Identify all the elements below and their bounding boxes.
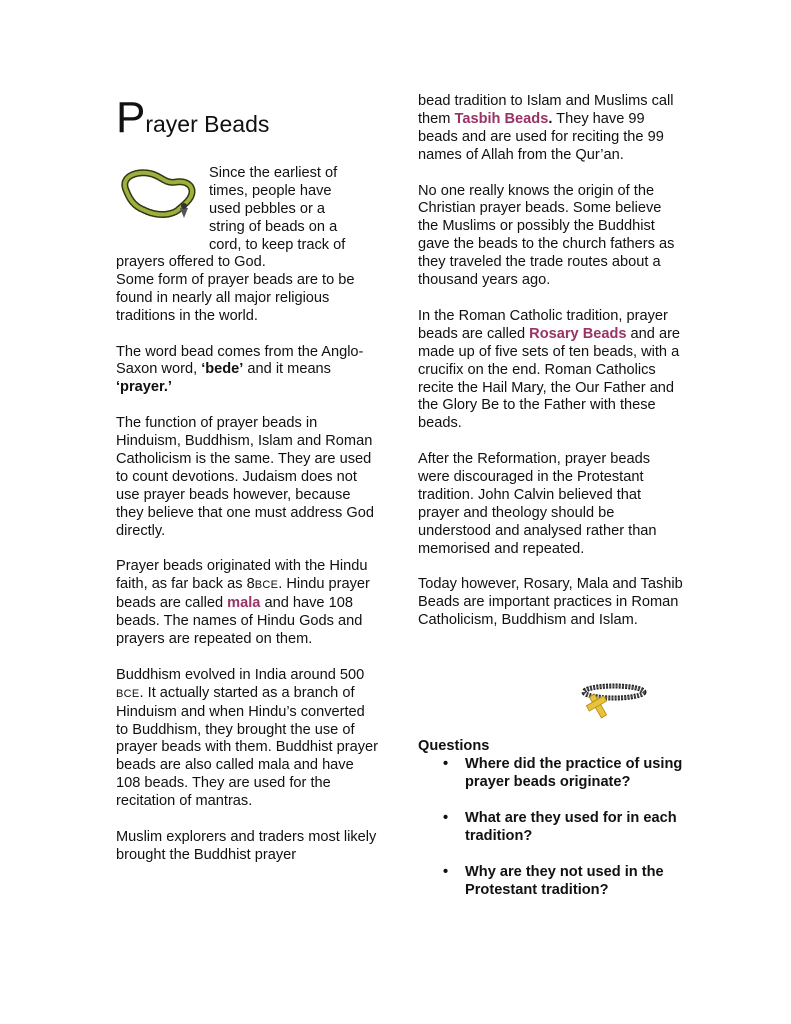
- paragraph-today: Today however, Rosary, Mala and Tashib Beads are important practices in Roman Catholicism, Buddhism and Islam.: [418, 576, 683, 629]
- prayer-beads-image: [116, 166, 198, 222]
- question-item: • Where did the practice of using prayer beads originate?: [443, 756, 683, 790]
- bullet: •: [443, 863, 449, 880]
- paragraph-christian-origin: No one really knows the origin of the Christian prayer beads. Some believe the Muslims or possibly the Buddhist gave the beads to the church fathers as they traveled the trade routes about a thousand years ago.: [418, 182, 675, 289]
- questions-heading: Questions: [418, 738, 490, 754]
- intro-line: used pebbles or a: [209, 200, 326, 217]
- paragraph-islam: bead tradition to Islam and Muslims call them Tasbih Beads. They have 99 beads and are used for reciting the 99 names of Allah from the Qur’an.: [418, 93, 674, 163]
- intro-tail: prayers offered to God.: [116, 254, 266, 270]
- questions-list: [418, 756, 683, 917]
- paragraph-reformation: After the Reformation, prayer beads were discouraged in the Protestant tradition. John Calvin believed that prayer and theology should be understood and analysed rather than memorised and repeated.: [418, 451, 657, 557]
- page-title: [116, 93, 270, 142]
- intro-line: cord, to keep track of: [209, 236, 346, 253]
- paragraph-word-bead: The word bead comes from the Anglo-Saxon word, ‘bede’ and it means ‘prayer.’: [116, 343, 364, 396]
- question-item: • Why are they not used in the Protestant tradition?: [443, 863, 664, 898]
- paragraph-muslim: Muslim explorers and traders most likely brought the Buddhist prayer: [116, 829, 377, 863]
- question-item: • What are they used for in each tradition?: [443, 809, 677, 844]
- title-rest: rayer Beads: [145, 111, 270, 137]
- intro-wrapped-text: [209, 165, 379, 255]
- paragraph-traditions: Some form of prayer beads are to be found in nearly all major religious traditions in the world.: [116, 271, 355, 324]
- paragraph-buddhism: Buddhism evolved in India around 500 BCE. It actually started as a branch of Hinduism and when Hindu’s converted to Buddhism, they brought the use of prayer beads with them. Buddhist prayer beads are also called mala and have 108 beads. They are used for the recitation of mantras.: [116, 666, 379, 810]
- intro-line: string of beads on a: [209, 218, 338, 235]
- bullet: •: [443, 809, 449, 826]
- bullet: •: [443, 756, 449, 772]
- paragraph-catholic: In the Roman Catholic tradition, prayer beads are called Rosary Beads and are made up of five sets of ten beads, with a crucifix on the end. Roman Catholics recite the Hail Mary, the Our Father and the Glory Be to the Father with these beads.: [418, 307, 681, 432]
- title-initial: P: [116, 93, 146, 142]
- intro-line: times, people have: [209, 182, 332, 199]
- paragraph-hindu: Prayer beads originated with the Hindu faith, as far back as 8BCE. Hindu prayer beads are called mala and have 108 beads. The names of Hindu Gods and prayers are repeated on them.: [116, 558, 370, 648]
- rosary-cross-image: [578, 682, 648, 720]
- intro-line: Since the earliest of: [209, 165, 338, 181]
- paragraph-function: The function of prayer beads in Hinduism, Buddhism, Islam and Roman Catholicism is the same. They are used to count devotions. Judaism does not use prayer beads however, because they believe that one must address God directly.: [116, 415, 374, 539]
